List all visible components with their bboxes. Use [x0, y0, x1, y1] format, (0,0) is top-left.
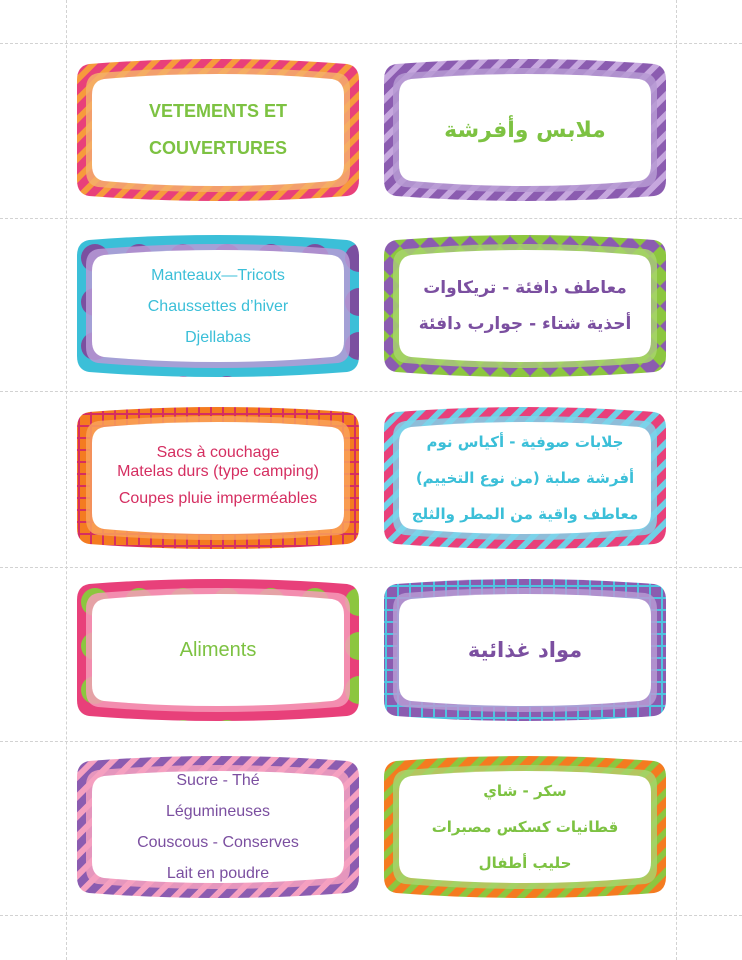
label-clothes-fr [73, 60, 363, 200]
label-line: Aliments [179, 638, 257, 661]
cut-guide-vertical [676, 0, 677, 960]
cut-guide-horizontal [0, 43, 742, 44]
label-clothes-ar [380, 60, 670, 200]
label-food-list-ar [380, 757, 670, 897]
label-line: Manteaux—Tricots [151, 266, 285, 284]
label-food-ar [380, 580, 670, 720]
label-line: Matelas durs (type camping) [117, 462, 319, 480]
label-line: Légumineuses [165, 803, 271, 820]
cut-guide-vertical [66, 0, 67, 960]
label-clothes-list-fr [73, 236, 363, 376]
label-line: سكر - شاي [483, 782, 567, 800]
label-food-fr [73, 580, 363, 720]
label-line: Sacs à couchage [156, 443, 280, 461]
cut-guide-horizontal [0, 741, 742, 742]
label-line: Couscous - Conserves [137, 834, 299, 851]
label-line: Coupes pluie imperméables [118, 489, 318, 507]
label-line: Lait en poudre [166, 865, 270, 882]
label-bedding-fr [73, 408, 363, 548]
label-food-list-fr [73, 757, 363, 897]
label-clothes-list-ar [380, 236, 670, 376]
label-line: VETEMENTS ET [148, 101, 287, 121]
label-line: مواد غذائية [467, 638, 583, 662]
label-bedding-ar [380, 408, 670, 548]
label-line: أحذية شتاء - جوارب دافئة [418, 314, 632, 334]
cut-guide-horizontal [0, 567, 742, 568]
label-line: معاطف دافئة - تريكاوات [423, 278, 627, 298]
label-line: معاطف واقية من المطر والثلج [411, 505, 639, 523]
label-line: Chaussettes d’hiver [147, 297, 289, 315]
label-line: Sucre - Thé [176, 772, 260, 789]
label-line: أفرشة صلبة (من نوع التخييم) [415, 469, 635, 487]
cut-guide-horizontal [0, 915, 742, 916]
label-line: COUVERTURES [148, 138, 287, 158]
label-line: Djellabas [185, 328, 251, 346]
label-line: جلابات صوفية - أكياس نوم [426, 433, 624, 451]
cut-guide-horizontal [0, 218, 742, 219]
label-line: ملابس وأفرشة [444, 117, 606, 143]
label-line: قطانيات كسكس مصبرات [431, 818, 619, 836]
cut-guide-horizontal [0, 391, 742, 392]
label-line: حليب أطفال [478, 854, 572, 872]
